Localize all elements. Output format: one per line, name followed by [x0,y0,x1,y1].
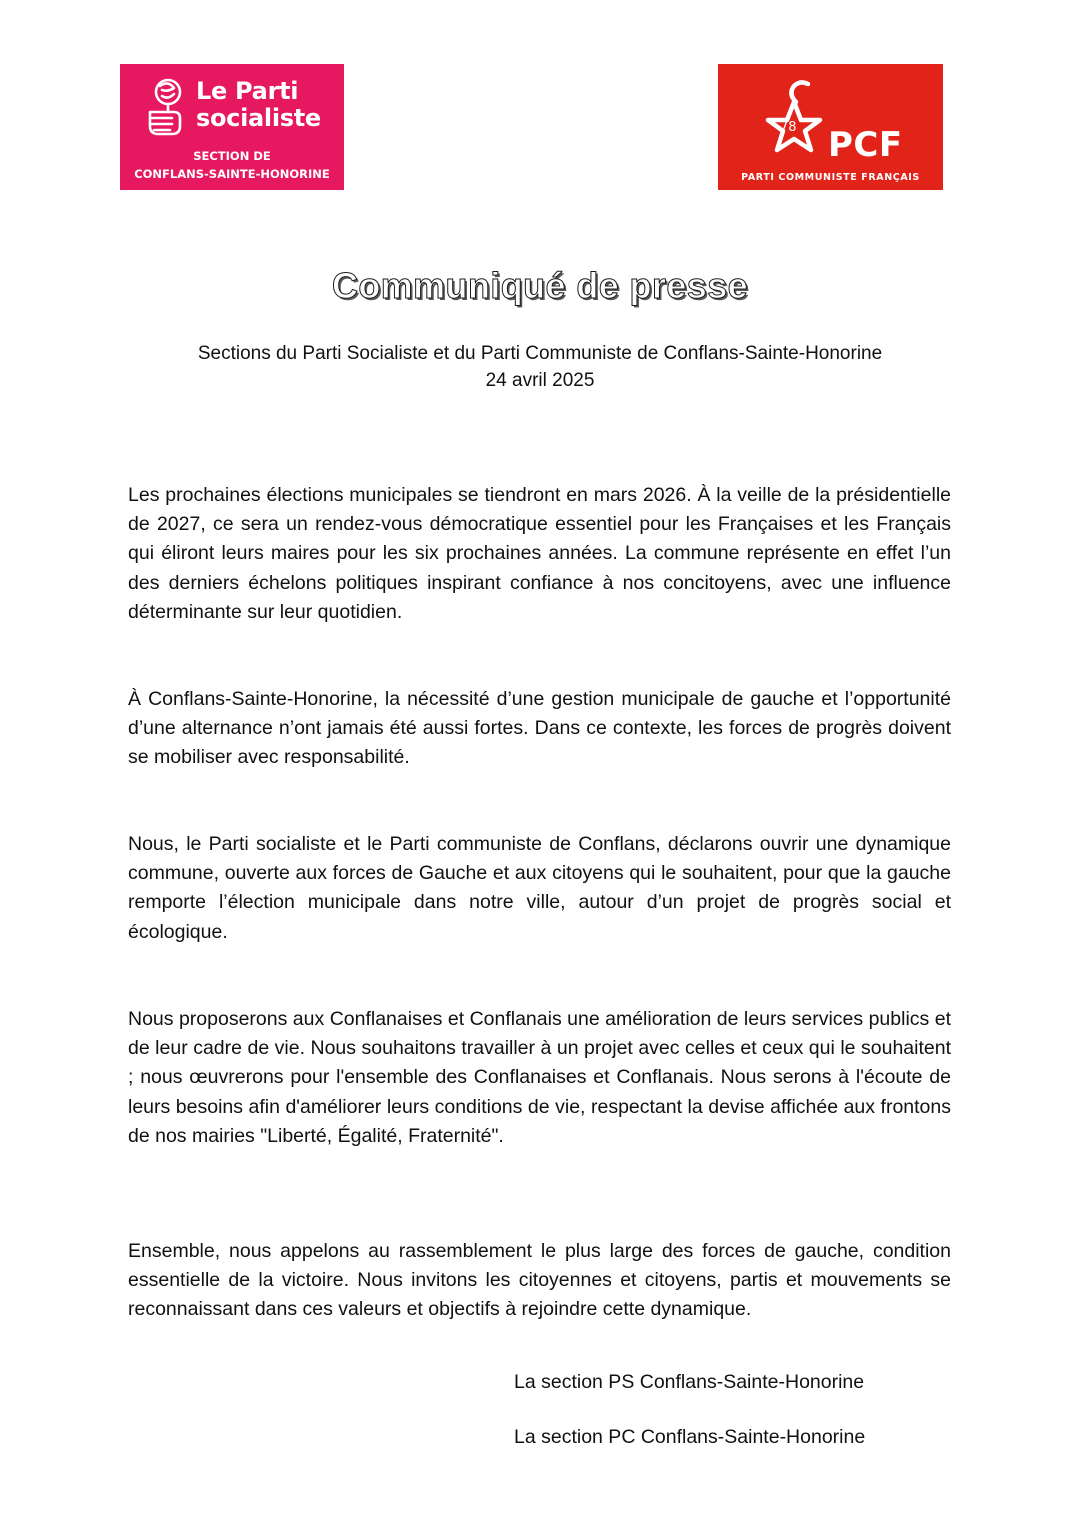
page-title: Communiqué de presse [331,265,749,306]
pcf-star-number: 78 [780,120,797,135]
ps-logo-section-line2: CONFLANS-SAINTE-HONORINE [134,167,330,181]
signature-pc: La section PC Conflans-Sainte-Honorine [514,1426,866,1448]
ps-logo [120,64,344,190]
pcf-acronym: PCF [828,125,903,165]
ps-logo-section [120,147,344,183]
paragraph-4: Nous proposerons aux Conflanaises et Conflanais une amélioration de leurs services publics et de leur cadre de vie. Nous souhaitons travailler à un projet avec celles et ceux qui le souhaitent ; nous œuvrerons pour l'ensemble des Conflanaises et Conflanais. Nous serons à l'écoute de leurs besoins afin d'améliorer leurs conditions de vie, respectant la devise affichée aux frontons de nos mairies "Liberté, Égalité, Fraternité". [128,1008,951,1147]
date: 24 avril 2025 [485,370,595,391]
ps-logo-name [196,78,321,132]
pcf-logo [718,64,943,190]
signature-ps: La section PS Conflans-Sainte-Honorine [514,1371,865,1393]
fist-and-rose-icon [140,76,192,138]
paragraph-1: Les prochaines élections municipales se tiendront en mars 2026. À la veille de la présidentielle de 2027, ce sera un rendez-vous démocratique essentiel pour les Françaises et les Français qui éliront leurs maires pour les six prochaines années. La commune représente en effet l’un des derniers échelons politiques inspirant confiance à nos concitoyens, avec une influence déterminante sur leur quotidien. [128,484,951,623]
paragraph-5: Ensemble, nous appelons au rassemblement le plus large des forces de gauche, condition essentielle de la victoire. Nous invitons les citoyennes et citoyens, partis et mouvements se reconnaissant dans ces valeurs et objectifs à rejoindre cette dynamique. [128,1240,951,1321]
ps-logo-section-line1: SECTION DE [193,149,271,163]
subtitle-block [0,340,1080,394]
ps-logo-name-line2: socialiste [196,104,321,132]
pcf-full-name: PARTI COMMUNISTE FRANÇAIS [741,172,920,183]
paragraph-2: À Conflans-Sainte-Honorine, la nécessité d’une gestion municipale de gauche et l’opportunité d’une alternance n’ont jamais été aussi fortes. Dans ce contexte, les forces de progrès doivent se mobiliser avec responsabilité. [128,688,951,769]
ps-logo-name-line1: Le Parti [196,77,299,105]
paragraph-3: Nous, le Parti socialiste et le Parti communiste de Conflans, déclarons ouvrir une dynamique commune, ouverte aux forces de Gauche et aux citoyens qui le souhaitent, pour que la gauche remporte l’élection municipale dans notre ville, autour d’un projet de progrès social et écologique. [128,833,951,943]
subtitle: Sections du Parti Socialiste et du Parti Communiste de Conflans-Sainte-Honorine [197,343,883,364]
